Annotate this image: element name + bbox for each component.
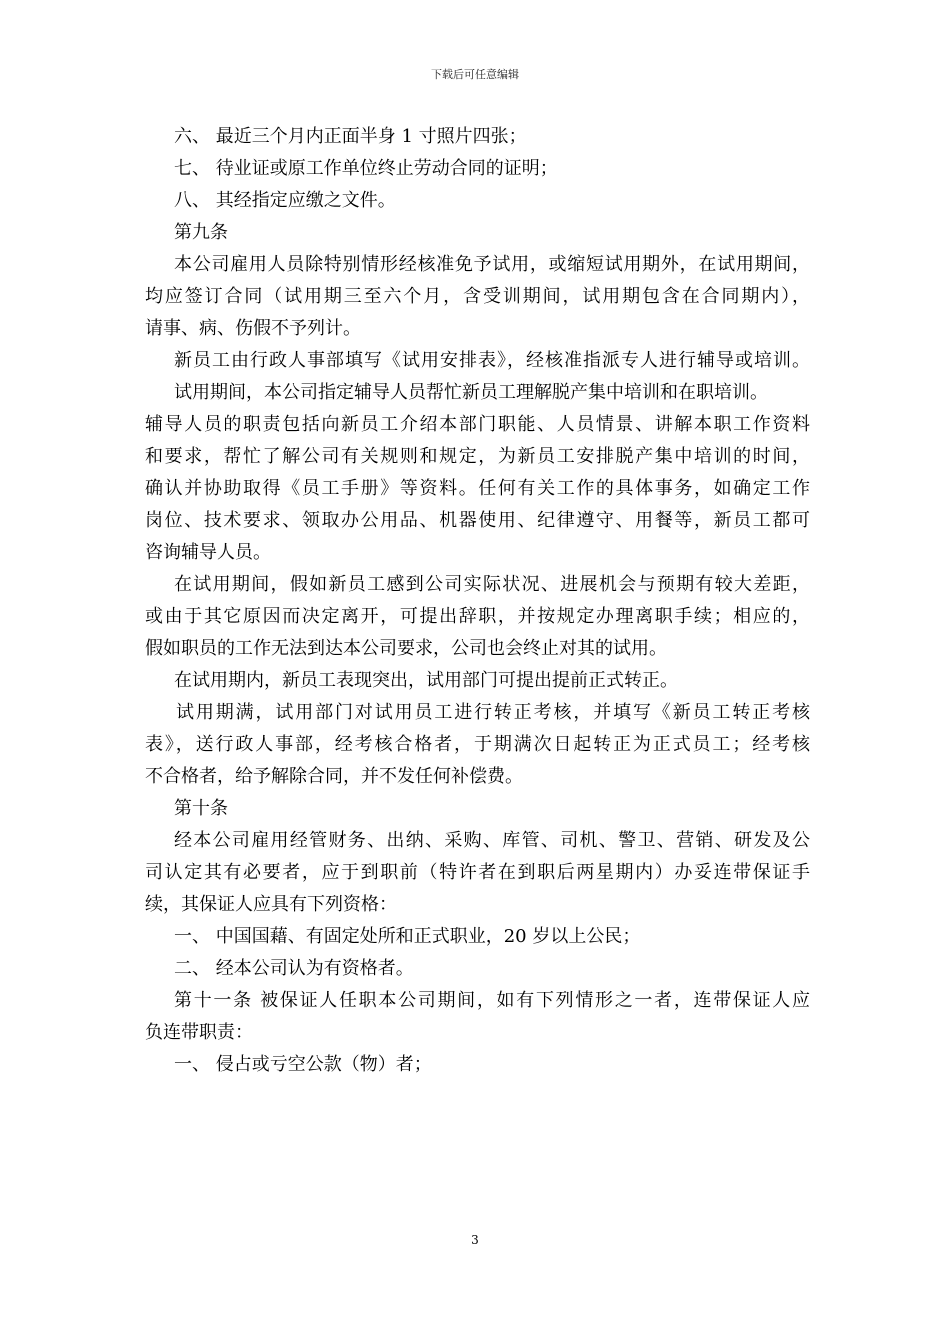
text-line: 咨询辅导人员。: [145, 542, 271, 563]
text-line: 假如职员的工作无法到达本公司要求，公司也会终止对其的试用。: [145, 638, 667, 659]
text-line: 请事、病、伤假不予列计。: [145, 318, 361, 339]
text-line: 在试用期内，新员工表现突出，试用部门可提出提前正式转正。: [174, 670, 678, 691]
page-number: 3: [471, 1233, 479, 1247]
text-line: 第九条: [174, 222, 228, 243]
text-line: 负连带职责：: [145, 1022, 253, 1043]
text-line: 辅导人员的职责包括向新员工介绍本部门职能、人员情景、讲解本职工作资料: [145, 414, 810, 435]
document-body: [145, 121, 810, 1081]
page-header: 下载后可任意编辑: [431, 68, 519, 81]
text-line: 司认定其有必要者，应于到职前（特许者在到职后两星期内）办妥连带保证手: [145, 862, 810, 883]
text-line: 七、 待业证或原工作单位终止劳动合同的证明；: [174, 158, 558, 179]
text-line: 试用期间，本公司指定辅导人员帮忙新员工理解脱产集中培训和在职培训。: [174, 382, 768, 403]
text-line: 或由于其它原因而决定离开，可提出辞职，并按规定办理离职手续；相应的，: [145, 606, 810, 627]
text-line: 一、 中国国藉、有固定处所和正式职业，20 岁以上公民；: [174, 926, 641, 947]
text-line: 试用期满，试用部门对试用员工进行转正考核，并填写《新员工转正考核: [176, 702, 810, 723]
text-line: 经本公司雇用经管财务、出纳、采购、库管、司机、警卫、营销、研发及公: [174, 830, 810, 851]
text-line: 六、 最近三个月内正面半身 1 寸照片四张；: [174, 126, 527, 147]
text-line: 不合格者，给予解除合同，并不发任何补偿费。: [145, 766, 523, 787]
text-line: 八、 其经指定应缴之文件。: [174, 190, 396, 211]
text-line: 在试用期间，假如新员工感到公司实际状况、进展机会与预期有较大差距，: [174, 574, 810, 595]
text-line: 一、 侵占或亏空公款（物）者；: [174, 1054, 432, 1075]
text-line: 第十条: [174, 798, 228, 819]
text-line: 岗位、技术要求、领取办公用品、机器使用、纪律遵守、用餐等，新员工都可: [145, 510, 810, 531]
text-line: 确认并协助取得《员工手册》等资料。任何有关工作的具体事务，如确定工作: [145, 478, 810, 499]
text-line: 均应签订合同（试用期三至六个月，含受训期间，试用期包含在合同期内），: [145, 286, 810, 307]
text-line: 续，其保证人应具有下列资格：: [145, 894, 397, 915]
text-line: 表》，送行政人事部，经考核合格者，于期满次日起转正为正式员工；经考核: [145, 734, 810, 755]
text-line: 和要求，帮忙了解公司有关规则和规定，为新员工安排脱产集中培训的时间，: [145, 446, 810, 467]
text-line: 新员工由行政人事部填写《试用安排表》，经核准指派专人进行辅导或培训。: [174, 350, 810, 371]
text-line: 二、 经本公司认为有资格者。: [174, 958, 414, 979]
text-line: 第十一条 被保证人任职本公司期间，如有下列情形之一者，连带保证人应: [174, 990, 810, 1011]
text-line: 本公司雇用人员除特别情形经核准免予试用，或缩短试用期外，在试用期间，: [174, 254, 810, 275]
